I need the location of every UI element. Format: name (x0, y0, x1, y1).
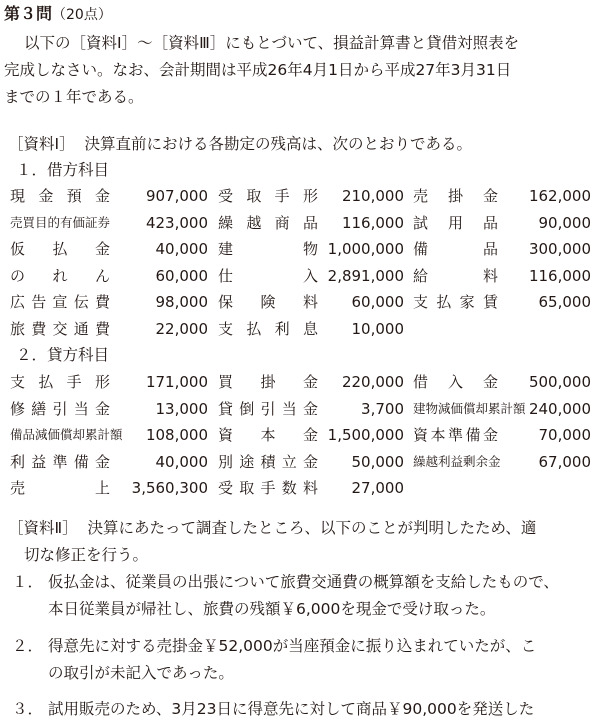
account-balance: 22,000 (155, 319, 208, 338)
account-name-char: 入 (447, 373, 463, 391)
account-name: 備品減価償却累計額 (10, 427, 123, 442)
account-name-char: 費 (94, 293, 110, 311)
account-balance: 10,000 (351, 319, 404, 338)
account-name-char: 費 (31, 319, 47, 338)
material2-label: ［資料Ⅱ］ (8, 519, 78, 537)
account-name-char: 広 (10, 293, 26, 311)
account-name (413, 292, 498, 312)
account-name-char: 金 (482, 187, 498, 205)
intro-line-1: 以下の［資料Ⅰ］～［資料Ⅲ］にもとづいて、損益計算書と貸借対照表を (24, 34, 520, 52)
account-name-char: 資 (218, 426, 234, 444)
item-number: １． (12, 573, 44, 591)
account-name-char: 上 (94, 479, 110, 497)
account-balance: 1,000,000 (327, 240, 404, 258)
account-name-char: 支 (413, 293, 429, 311)
account-balance: 171,000 (145, 373, 208, 391)
account-name (10, 372, 110, 392)
account-balance: 220,000 (341, 373, 404, 391)
account-name-char: 費 (94, 319, 110, 338)
account-name-char: 引 (52, 399, 68, 418)
account-name-char: 交 (52, 319, 68, 338)
account-name-char: 払 (436, 293, 452, 311)
account-name-char: 別 (218, 452, 234, 471)
account-name-char: 支 (10, 373, 26, 391)
account-name-char: 金 (482, 426, 498, 444)
account-name: 建物減価償却累計額 (413, 400, 526, 416)
account-balance: 50,000 (351, 452, 404, 471)
account-name-char: 繕 (31, 399, 47, 418)
account-name-char: 険 (260, 293, 276, 311)
account-name-char: 金 (482, 373, 498, 391)
account-name-char: 引 (260, 399, 276, 418)
account-balance: 500,000 (528, 373, 591, 391)
account-name-char: 手 (260, 479, 276, 497)
account-name-char: 手 (66, 373, 82, 391)
account-name-char: 貸 (218, 399, 234, 418)
account-balance: 60,000 (155, 266, 208, 285)
account-name-char: 形 (94, 373, 110, 391)
account-name-char: 宣 (52, 293, 68, 311)
account-name (218, 186, 318, 206)
account-name-char: 料 (302, 293, 318, 311)
account-balance: 1,500,000 (327, 426, 404, 444)
account-balance: 98,000 (155, 293, 208, 311)
account-name-char: 利 (274, 319, 290, 338)
credit-heading: ２．貸方科目 (16, 346, 110, 364)
account-name (413, 186, 498, 206)
material2-text-1: 決算にあたって調査したところ、以下のことが判明したため、適 (87, 519, 537, 537)
account-name-char: 金 (302, 399, 318, 418)
intro-line-2: 完成しなさい。なお、会計期間は平成26年4月1日から平成27年3月31日 (4, 61, 512, 79)
account-name-char: 積 (260, 452, 276, 471)
account-name-char: 預 (66, 187, 82, 205)
account-name-char: 品 (482, 240, 498, 258)
account-name (10, 319, 110, 339)
account-name (413, 266, 498, 286)
account-name-char: 息 (302, 319, 318, 338)
account-balance: 108,000 (145, 426, 208, 444)
intro-line-3: までの１年である。 (4, 88, 144, 106)
account-name-char: 用 (447, 213, 463, 232)
account-name-char: 準 (52, 452, 68, 471)
account-name (10, 266, 110, 286)
item-text: の取引が未記入であった。 (48, 664, 234, 682)
account-name-char: 借 (413, 373, 429, 391)
account-name-char: 繰 (218, 213, 234, 232)
account-name (10, 292, 110, 312)
account-name-char: 受 (218, 187, 234, 205)
account-name-char: 買 (218, 373, 234, 391)
material2-line-1 (8, 518, 536, 538)
account-name: 売買目的有価証券 (10, 214, 111, 230)
account-balance: 116,000 (341, 213, 404, 232)
account-name (413, 213, 498, 233)
account-name-char: 売 (10, 479, 26, 497)
item-text: 試用販売のため、3月23日に得意先に対して商品￥90,000を発送した (48, 700, 535, 718)
account-name-char: 料 (302, 479, 318, 497)
account-balance: 162,000 (528, 187, 591, 205)
account-name (10, 452, 110, 472)
account-name-char: 商 (274, 213, 290, 232)
account-balance: 27,000 (351, 479, 404, 497)
account-name-char: 仕 (218, 266, 234, 285)
account-name-char: 伝 (73, 293, 89, 311)
account-name (10, 239, 110, 259)
account-balance: 65,000 (538, 293, 591, 311)
account-name-char: 金 (94, 399, 110, 418)
account-name (218, 213, 318, 233)
account-name-char: 金 (94, 187, 110, 205)
account-name-char: 準 (447, 426, 463, 444)
account-name (218, 478, 318, 498)
account-name (413, 239, 498, 259)
account-name-char: 途 (239, 452, 255, 471)
account-name-char: 入 (302, 266, 318, 285)
account-name (218, 452, 318, 472)
account-balance: 240,000 (528, 399, 591, 418)
question-title (4, 4, 112, 25)
account-name-char: の (10, 266, 26, 285)
account-name-char: 掛 (260, 373, 276, 391)
account-name (10, 186, 110, 206)
account-name-char: ん (94, 266, 110, 285)
account-balance: 67,000 (538, 452, 591, 471)
account-name-char: 修 (10, 399, 26, 418)
account-name-char: 支 (218, 319, 234, 338)
account-balance: 2,891,000 (327, 266, 404, 285)
account-name-char: 物 (302, 240, 318, 258)
account-name (218, 239, 318, 259)
account-name-char: 品 (482, 213, 498, 232)
account-name-char: 金 (302, 452, 318, 471)
account-name (218, 372, 318, 392)
account-name-char: 金 (302, 373, 318, 391)
account-balance: 13,000 (155, 399, 208, 418)
account-name-char: 払 (52, 240, 68, 258)
account-balance: 423,000 (145, 213, 208, 232)
account-name-char: 備 (73, 452, 89, 471)
account-balance: 300,000 (528, 240, 591, 258)
account-balance: 40,000 (155, 240, 208, 258)
account-name-char: 取 (246, 187, 262, 205)
material1-header (8, 134, 472, 154)
account-name-char: れ (52, 266, 68, 285)
account-name-char: 備 (465, 426, 481, 444)
account-name-char: 仮 (10, 240, 26, 258)
account-name (413, 372, 498, 392)
item-number: ３． (12, 700, 44, 718)
account-name-char: 金 (94, 452, 110, 471)
account-name-char: 数 (281, 479, 297, 497)
account-name (10, 478, 110, 498)
account-name-char: 建 (218, 240, 234, 258)
account-balance: 90,000 (538, 213, 591, 232)
account-name-char: 給 (413, 266, 429, 285)
question-number: 第３問 (4, 4, 53, 23)
material1-label: ［資料Ⅰ］ (8, 135, 75, 153)
account-name-char: 売 (413, 187, 429, 205)
account-name-char: 品 (302, 213, 318, 232)
account-name-char: 払 (246, 319, 262, 338)
account-balance: 70,000 (538, 426, 591, 444)
account-balance: 116,000 (528, 266, 591, 285)
account-name-char: 本 (430, 426, 446, 444)
account-name-char: 利 (10, 452, 26, 471)
item-text: 仮払金は、従業員の出張について旅費交通費の概算額を支給したもので、 (48, 573, 559, 591)
account-name-char: 益 (31, 452, 47, 471)
account-name-char: 現 (10, 187, 26, 205)
account-name-char: 本 (260, 426, 276, 444)
account-name (218, 399, 318, 419)
debit-heading: １．借方科目 (16, 161, 110, 179)
account-balance: 907,000 (145, 187, 208, 205)
account-name-char: 料 (482, 266, 498, 285)
account-name (10, 399, 110, 419)
account-name-char: 当 (73, 399, 89, 418)
account-name (218, 319, 318, 339)
account-name-char: 旅 (10, 319, 26, 338)
account-balance: 3,560,300 (131, 479, 208, 497)
account-balance: 3,700 (361, 399, 404, 418)
account-name-char: 手 (274, 187, 290, 205)
account-name (218, 292, 318, 312)
account-name-char: 受 (218, 479, 234, 497)
item-text: 本日従業員が帰社し、旅費の残額￥6,000を現金で受け取った。 (48, 600, 496, 618)
item-text: 得意先に対する売掛金￥52,000が当座預金に振り込まれていたが、こ (48, 637, 537, 655)
account-balance: 60,000 (351, 293, 404, 311)
account-name-char: 倒 (239, 399, 255, 418)
account-name-char: 試 (413, 213, 429, 232)
account-name-char: 資 (413, 426, 429, 444)
account-name: 繰越利益剰余金 (413, 453, 501, 469)
material1-text: 決算直前における各勘定の残高は、次のとおりである。 (84, 135, 472, 153)
account-name-char: 賃 (482, 293, 498, 311)
account-name-char: 越 (246, 213, 262, 232)
material2-line-2: 切な修正を行う。 (24, 546, 149, 564)
account-name-char: 金 (38, 187, 54, 205)
account-name-char: 通 (73, 319, 89, 338)
question-points: （20点） (52, 7, 112, 23)
account-name-char: 払 (38, 373, 54, 391)
account-name-char: 取 (239, 479, 255, 497)
item-number: ２． (12, 637, 44, 655)
account-name-char: 当 (281, 399, 297, 418)
account-name-char: 金 (94, 240, 110, 258)
account-name-char: 形 (302, 187, 318, 205)
account-name-char: 保 (218, 293, 234, 311)
account-name (413, 425, 498, 445)
account-name-char: 立 (281, 452, 297, 471)
account-name-char: 告 (31, 293, 47, 311)
account-balance: 210,000 (341, 187, 404, 205)
account-name-char: 金 (302, 426, 318, 444)
account-name-char: 掛 (447, 187, 463, 205)
account-balance: 40,000 (155, 452, 208, 471)
account-name-char: 備 (413, 240, 429, 258)
account-name (218, 425, 318, 445)
account-name-char: 家 (459, 293, 475, 311)
account-name (218, 266, 318, 286)
